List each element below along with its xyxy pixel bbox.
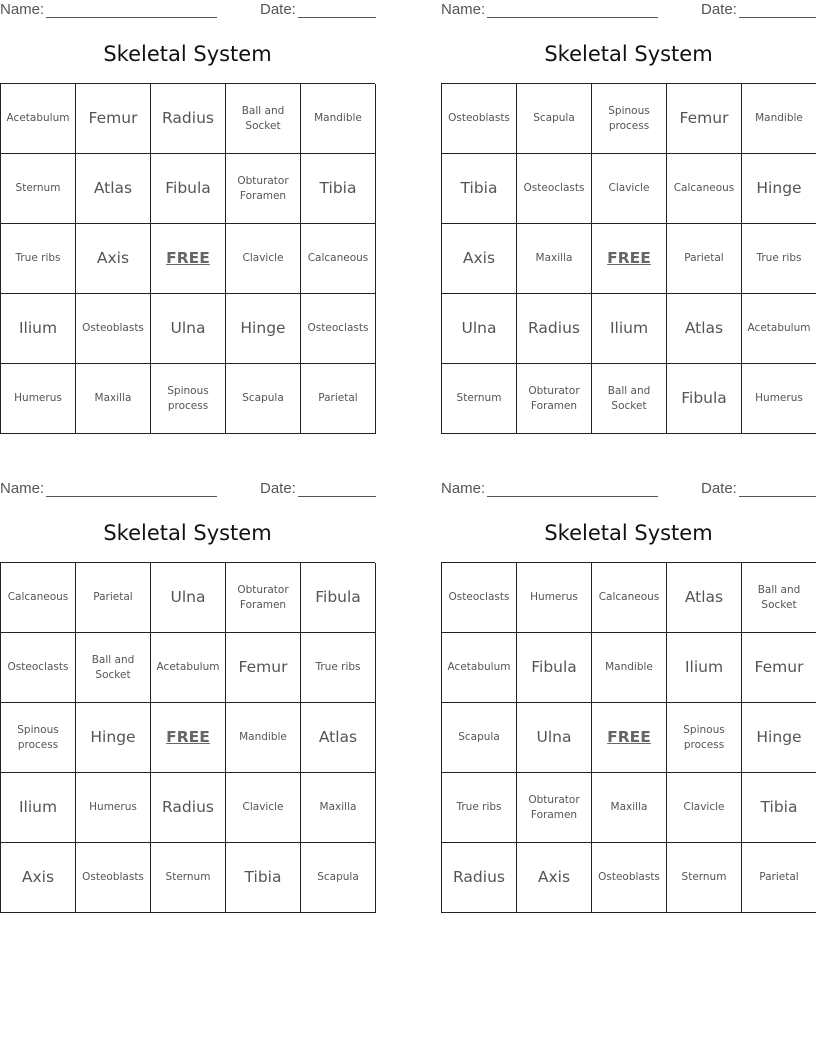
bingo-cell: Ball and Socket [742, 563, 816, 633]
bingo-cell: Ilium [1, 294, 76, 364]
bingo-cell: Obturator Foramen [517, 364, 592, 434]
bingo-cell: Tibia [442, 154, 517, 224]
bingo-cell: True ribs [1, 224, 76, 294]
bingo-grid [441, 83, 816, 434]
bingo-cell: Clavicle [226, 224, 301, 294]
bingo-cell: Ulna [151, 294, 226, 364]
bingo-cell: Calcaneous [1, 563, 76, 633]
bingo-cell: Calcaneous [592, 563, 667, 633]
bingo-cell: Femur [667, 84, 742, 154]
bingo-cell: Calcaneous [301, 224, 376, 294]
bingo-cell: Sternum [151, 843, 226, 913]
free-space: FREE [592, 224, 667, 294]
bingo-cell: Scapula [226, 364, 301, 434]
bingo-cell: Axis [1, 843, 76, 913]
bingo-cell: Maxilla [301, 773, 376, 843]
bingo-grid [0, 83, 375, 434]
bingo-card-2 [441, 0, 816, 436]
name-blank [46, 17, 217, 18]
bingo-cell: Hinge [742, 154, 816, 224]
date-label: Date: [701, 1, 737, 18]
bingo-cell: Atlas [667, 294, 742, 364]
bingo-cell: Sternum [442, 364, 517, 434]
bingo-cell: Radius [517, 294, 592, 364]
bingo-cell: Mandible [301, 84, 376, 154]
bingo-cell: Maxilla [592, 773, 667, 843]
bingo-cell: Acetabulum [442, 633, 517, 703]
name-label: Name: [0, 1, 45, 18]
bingo-cell: Maxilla [517, 224, 592, 294]
card-header [0, 1, 375, 21]
bingo-cell: Tibia [301, 154, 376, 224]
bingo-cell: Atlas [301, 703, 376, 773]
bingo-cell: Acetabulum [742, 294, 816, 364]
bingo-cell: Tibia [226, 843, 301, 913]
bingo-card-3 [0, 479, 375, 915]
free-space: FREE [151, 703, 226, 773]
bingo-cell: Osteoclasts [517, 154, 592, 224]
bingo-cell: Osteoclasts [1, 633, 76, 703]
date-blank [298, 496, 376, 497]
bingo-cell: Scapula [442, 703, 517, 773]
card-title: Skeletal System [103, 42, 272, 66]
name-label: Name: [0, 480, 45, 497]
date-label: Date: [260, 1, 296, 18]
bingo-cell: Humerus [517, 563, 592, 633]
bingo-cell: Osteoblasts [76, 843, 151, 913]
date-label: Date: [701, 480, 737, 497]
bingo-cell: Obturator Foramen [226, 563, 301, 633]
bingo-cell: Acetabulum [1, 84, 76, 154]
bingo-cell: Spinous process [592, 84, 667, 154]
bingo-cell: Fibula [301, 563, 376, 633]
bingo-cell: Axis [76, 224, 151, 294]
bingo-cell: Femur [226, 633, 301, 703]
bingo-cell: Clavicle [592, 154, 667, 224]
bingo-cell: Ulna [517, 703, 592, 773]
bingo-cell: Ilium [1, 773, 76, 843]
bingo-cell: Obturator Foramen [517, 773, 592, 843]
bingo-cell: Obturator Foramen [226, 154, 301, 224]
bingo-grid [441, 562, 816, 913]
bingo-cell: Sternum [667, 843, 742, 913]
bingo-cell: Ilium [667, 633, 742, 703]
bingo-cell: Parietal [667, 224, 742, 294]
bingo-cell: Spinous process [1, 703, 76, 773]
bingo-cell: Osteoblasts [442, 84, 517, 154]
name-label: Name: [441, 480, 486, 497]
bingo-cell: True ribs [742, 224, 816, 294]
free-space: FREE [592, 703, 667, 773]
bingo-cell: Sternum [1, 154, 76, 224]
bingo-cell: Axis [517, 843, 592, 913]
bingo-cell: Tibia [742, 773, 816, 843]
name-blank [487, 496, 658, 497]
card-header [0, 480, 375, 500]
bingo-cell: Scapula [301, 843, 376, 913]
bingo-cell: Hinge [76, 703, 151, 773]
bingo-cell: Mandible [592, 633, 667, 703]
bingo-cell: Femur [76, 84, 151, 154]
card-header [441, 480, 816, 500]
date-blank [298, 17, 376, 18]
bingo-cell: Humerus [742, 364, 816, 434]
bingo-card-4 [441, 479, 816, 915]
bingo-cell: Femur [742, 633, 816, 703]
name-label: Name: [441, 1, 486, 18]
bingo-cell: Radius [442, 843, 517, 913]
bingo-cell: Fibula [151, 154, 226, 224]
free-space: FREE [151, 224, 226, 294]
bingo-cell: Scapula [517, 84, 592, 154]
bingo-cell: Parietal [301, 364, 376, 434]
bingo-cell: Radius [151, 773, 226, 843]
card-title: Skeletal System [544, 42, 713, 66]
card-title: Skeletal System [544, 521, 713, 545]
bingo-cell: Calcaneous [667, 154, 742, 224]
card-title: Skeletal System [103, 521, 272, 545]
bingo-cell: Ball and Socket [76, 633, 151, 703]
bingo-cell: Osteoclasts [442, 563, 517, 633]
bingo-cell: Ilium [592, 294, 667, 364]
bingo-cell: True ribs [442, 773, 517, 843]
bingo-cell: Atlas [667, 563, 742, 633]
bingo-cell: Spinous process [151, 364, 226, 434]
bingo-cell: Osteoblasts [76, 294, 151, 364]
bingo-cell: Spinous process [667, 703, 742, 773]
card-header [441, 1, 816, 21]
bingo-cell: Ball and Socket [226, 84, 301, 154]
bingo-cell: Osteoblasts [592, 843, 667, 913]
bingo-cell: Hinge [226, 294, 301, 364]
bingo-cell: Humerus [76, 773, 151, 843]
bingo-card-1 [0, 0, 375, 436]
date-blank [739, 17, 816, 18]
bingo-cell: Radius [151, 84, 226, 154]
date-blank [739, 496, 816, 497]
bingo-cell: Fibula [667, 364, 742, 434]
bingo-cell: Atlas [76, 154, 151, 224]
bingo-cell: Ulna [442, 294, 517, 364]
bingo-cell: Mandible [226, 703, 301, 773]
bingo-cell: Clavicle [667, 773, 742, 843]
bingo-cell: Ball and Socket [592, 364, 667, 434]
bingo-cell: Acetabulum [151, 633, 226, 703]
bingo-cell: Maxilla [76, 364, 151, 434]
bingo-cell: Clavicle [226, 773, 301, 843]
bingo-cell: Axis [442, 224, 517, 294]
name-blank [46, 496, 217, 497]
bingo-cell: True ribs [301, 633, 376, 703]
bingo-grid [0, 562, 375, 913]
bingo-cell: Hinge [742, 703, 816, 773]
bingo-cell: Mandible [742, 84, 816, 154]
bingo-cell: Osteoclasts [301, 294, 376, 364]
name-blank [487, 17, 658, 18]
bingo-cell: Parietal [742, 843, 816, 913]
bingo-cell: Ulna [151, 563, 226, 633]
bingo-cell: Humerus [1, 364, 76, 434]
bingo-cell: Parietal [76, 563, 151, 633]
bingo-cell: Fibula [517, 633, 592, 703]
date-label: Date: [260, 480, 296, 497]
